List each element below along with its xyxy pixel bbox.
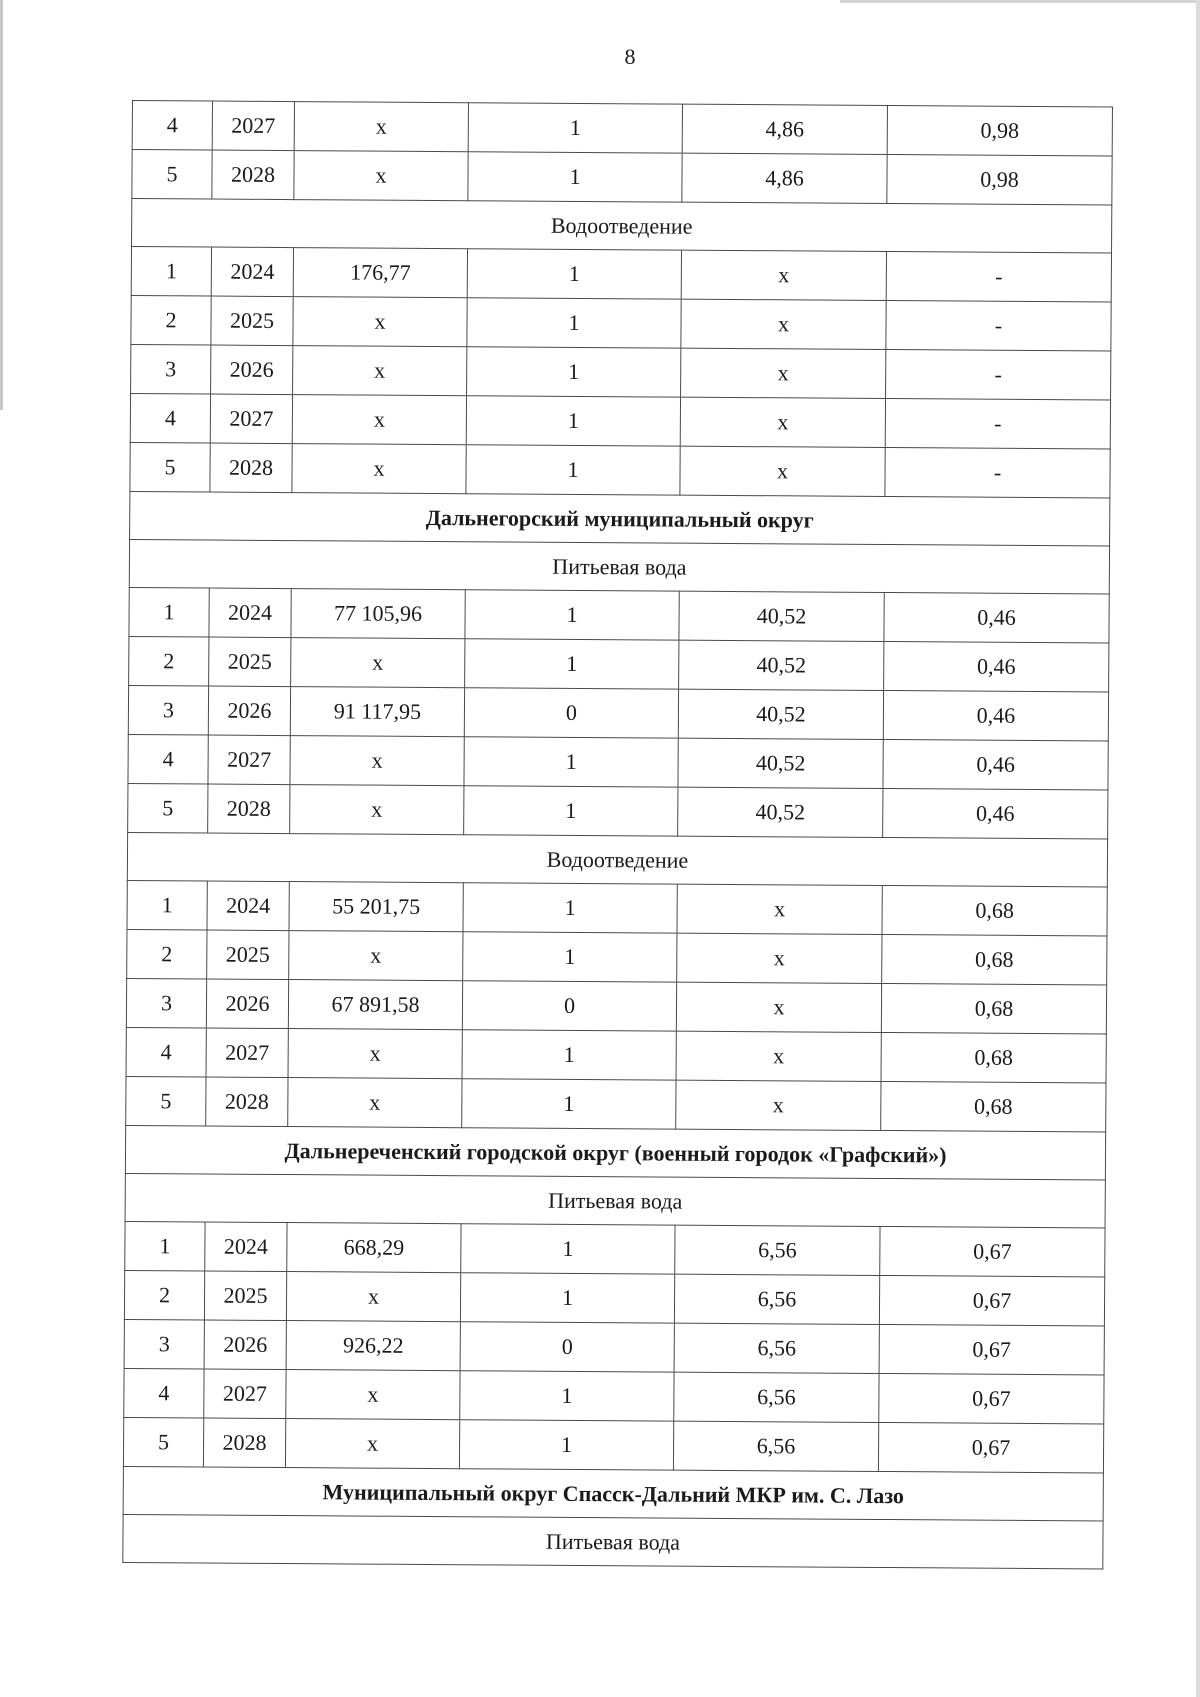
table-row: [126, 1076, 1106, 1131]
value-cell: x: [680, 446, 885, 496]
table-row: [128, 783, 1108, 838]
value-cell: 6,56: [675, 1225, 880, 1275]
year-cell: 2025: [211, 296, 293, 346]
value-cell: x: [676, 1031, 881, 1081]
indicator-cell: 1: [467, 249, 681, 299]
table-body: [123, 101, 1113, 1569]
row-number-cell: 4: [128, 734, 208, 784]
year-cell: 2026: [206, 979, 288, 1029]
year-cell: 2025: [207, 930, 289, 980]
value-cell: 6,56: [674, 1323, 879, 1373]
section-row: [123, 1514, 1103, 1568]
ratio-cell: -: [885, 399, 1110, 449]
district-heading-row: [125, 1125, 1105, 1179]
indicator-cell: 1: [460, 1273, 674, 1323]
volume-cell: x: [292, 395, 466, 445]
indicator-cell: 1: [464, 737, 678, 787]
year-cell: 2028: [203, 1418, 285, 1468]
row-number-cell: 1: [127, 880, 207, 930]
ratio-cell: 0,46: [883, 788, 1108, 838]
ratio-cell: 0,46: [884, 592, 1109, 642]
row-number-cell: 2: [124, 1270, 204, 1320]
indicator-cell: 1: [468, 103, 682, 153]
value-cell: x: [676, 1080, 881, 1130]
value-cell: x: [676, 982, 881, 1032]
indicator-cell: 1: [462, 1079, 676, 1129]
row-number-cell: 4: [130, 393, 210, 443]
volume-cell: x: [294, 151, 468, 201]
ratio-cell: -: [886, 301, 1111, 351]
indicator-cell: 0: [460, 1322, 674, 1372]
indicator-cell: 1: [464, 786, 678, 836]
table-row: [126, 1027, 1106, 1082]
row-number-cell: 1: [131, 247, 211, 297]
indicator-cell: 1: [466, 396, 680, 446]
indicator-cell: 1: [467, 298, 681, 348]
volume-cell: 91 117,95: [290, 687, 464, 737]
district-heading: Дальнегорский муниципальный округ: [130, 491, 1110, 545]
volume-cell: x: [290, 785, 464, 835]
value-cell: 6,56: [674, 1274, 879, 1324]
indicator-cell: 1: [468, 152, 682, 202]
value-cell: x: [677, 933, 882, 983]
ratio-cell: -: [886, 350, 1111, 400]
table-row: [130, 442, 1110, 497]
year-cell: 2028: [210, 443, 292, 493]
table-row: [124, 1319, 1104, 1374]
year-cell: 2026: [204, 1320, 286, 1370]
ratio-cell: 0,68: [881, 1032, 1106, 1082]
section-row: [129, 539, 1109, 593]
data-table: [122, 100, 1113, 1569]
volume-cell: 55 201,75: [289, 882, 463, 932]
page-number: 8: [624, 44, 636, 69]
year-cell: 2024: [205, 1222, 287, 1272]
volume-cell: 176,77: [293, 248, 467, 298]
year-cell: 2028: [206, 1077, 288, 1127]
table-row: [129, 636, 1109, 691]
value-cell: 4,86: [682, 153, 887, 203]
table-row: [130, 393, 1110, 448]
value-cell: x: [681, 299, 886, 349]
indicator-cell: 1: [466, 445, 680, 495]
indicator-cell: 1: [463, 932, 677, 982]
row-number-cell: 5: [126, 1076, 206, 1126]
district-heading: Муниципальный округ Спасск-Дальний МКР им. С. Лазо: [123, 1466, 1103, 1520]
ratio-cell: 0,67: [879, 1275, 1104, 1325]
ratio-cell: 0,68: [882, 934, 1107, 984]
indicator-cell: 1: [465, 590, 679, 640]
volume-cell: x: [289, 931, 463, 981]
ratio-cell: -: [886, 252, 1111, 302]
ratio-cell: 0,67: [879, 1373, 1104, 1423]
ratio-cell: 0,98: [887, 106, 1112, 156]
volume-cell: 77 105,96: [291, 589, 465, 639]
table-row: [128, 685, 1108, 740]
year-cell: 2028: [208, 784, 290, 834]
row-number-cell: 3: [124, 1319, 204, 1369]
indicator-cell: 1: [463, 883, 677, 933]
section-title: Питьевая вода: [125, 1173, 1105, 1227]
row-number-cell: 2: [127, 929, 207, 979]
year-cell: 2025: [209, 637, 291, 687]
year-cell: 2025: [204, 1271, 286, 1321]
row-number-cell: 2: [131, 295, 211, 345]
table-row: [126, 978, 1106, 1033]
volume-cell: x: [286, 1272, 460, 1322]
volume-cell: x: [286, 1370, 460, 1420]
ratio-cell: 0,68: [882, 885, 1107, 935]
value-cell: 40,52: [678, 689, 883, 739]
value-cell: 40,52: [678, 738, 883, 788]
value-cell: x: [680, 397, 885, 447]
indicator-cell: 1: [460, 1371, 674, 1421]
ratio-cell: 0,67: [879, 1324, 1104, 1374]
year-cell: 2027: [208, 735, 290, 785]
row-number-cell: 4: [126, 1027, 206, 1077]
year-cell: 2027: [204, 1369, 286, 1419]
table-row: [123, 1417, 1103, 1472]
section-title: Водоотведение: [127, 832, 1107, 886]
district-heading-row: [130, 491, 1110, 545]
row-number-cell: 5: [130, 442, 210, 492]
row-number-cell: 4: [132, 101, 212, 151]
table-row: [124, 1368, 1104, 1423]
year-cell: 2027: [206, 1028, 288, 1078]
ratio-cell: 0,67: [878, 1422, 1103, 1472]
row-number-cell: 5: [123, 1417, 203, 1467]
volume-cell: x: [292, 444, 466, 494]
volume-cell: 67 891,58: [288, 980, 462, 1030]
year-cell: 2024: [211, 247, 293, 297]
indicator-cell: 0: [462, 981, 676, 1031]
table-row: [129, 587, 1109, 642]
year-cell: 2024: [207, 881, 289, 931]
row-number-cell: 1: [129, 587, 209, 637]
district-heading: Дальнереченский городской округ (военный городок «Графский»): [125, 1125, 1105, 1179]
value-cell: x: [681, 250, 886, 300]
ratio-cell: 0,98: [887, 155, 1112, 205]
ratio-cell: 0,68: [881, 983, 1106, 1033]
table-row: [124, 1270, 1104, 1325]
year-cell: 2024: [209, 588, 291, 638]
table-row: [132, 150, 1112, 205]
value-cell: 4,86: [682, 104, 887, 154]
volume-cell: x: [288, 1029, 462, 1079]
scan-edge-top: [840, 0, 1200, 3]
indicator-cell: 1: [467, 347, 681, 397]
volume-cell: x: [290, 736, 464, 786]
value-cell: 40,52: [679, 591, 884, 641]
indicator-cell: 1: [459, 1420, 673, 1470]
ratio-cell: 0,46: [884, 641, 1109, 691]
indicator-cell: 1: [462, 1030, 676, 1080]
table-row: [127, 880, 1107, 935]
value-cell: 40,52: [679, 640, 884, 690]
year-cell: 2028: [212, 150, 294, 200]
year-cell: 2026: [208, 686, 290, 736]
section-row: [132, 199, 1112, 253]
year-cell: 2027: [212, 101, 294, 151]
section-title: Питьевая вода: [123, 1514, 1103, 1568]
row-number-cell: 1: [125, 1221, 205, 1271]
row-number-cell: 3: [131, 344, 211, 394]
volume-cell: x: [291, 638, 465, 688]
ratio-cell: 0,46: [883, 690, 1108, 740]
indicator-cell: 0: [464, 688, 678, 738]
table-row: [127, 929, 1107, 984]
ratio-cell: 0,68: [881, 1081, 1106, 1131]
row-number-cell: 2: [129, 636, 209, 686]
table-row: [132, 101, 1112, 156]
indicator-cell: 1: [465, 639, 679, 689]
row-number-cell: 5: [128, 783, 208, 833]
volume-cell: 926,22: [286, 1321, 460, 1371]
ratio-cell: 0,67: [880, 1226, 1105, 1276]
table-row: [131, 247, 1111, 302]
table-row: [128, 734, 1108, 789]
table-row: [131, 344, 1111, 399]
row-number-cell: 5: [132, 150, 212, 200]
volume-cell: x: [285, 1419, 459, 1469]
volume-cell: x: [293, 346, 467, 396]
indicator-cell: 1: [461, 1224, 675, 1274]
table-row: [125, 1221, 1105, 1276]
section-row: [127, 832, 1107, 886]
value-cell: x: [681, 348, 886, 398]
ratio-cell: -: [885, 448, 1110, 498]
year-cell: 2026: [211, 345, 293, 395]
scan-edge-right: [1196, 0, 1200, 1697]
row-number-cell: 4: [124, 1368, 204, 1418]
section-row: [125, 1173, 1105, 1227]
row-number-cell: 3: [126, 978, 206, 1028]
row-number-cell: 3: [128, 685, 208, 735]
value-cell: x: [677, 884, 882, 934]
volume-cell: x: [293, 297, 467, 347]
volume-cell: 668,29: [287, 1223, 461, 1273]
value-cell: 6,56: [673, 1421, 878, 1471]
section-title: Водоотведение: [132, 199, 1112, 253]
volume-cell: x: [294, 102, 468, 152]
value-cell: 40,52: [678, 787, 883, 837]
ratio-cell: 0,46: [883, 739, 1108, 789]
section-title: Питьевая вода: [129, 539, 1109, 593]
table-row: [131, 295, 1111, 350]
district-heading-row: [123, 1466, 1103, 1520]
year-cell: 2027: [210, 394, 292, 444]
volume-cell: x: [288, 1078, 462, 1128]
value-cell: 6,56: [674, 1372, 879, 1422]
